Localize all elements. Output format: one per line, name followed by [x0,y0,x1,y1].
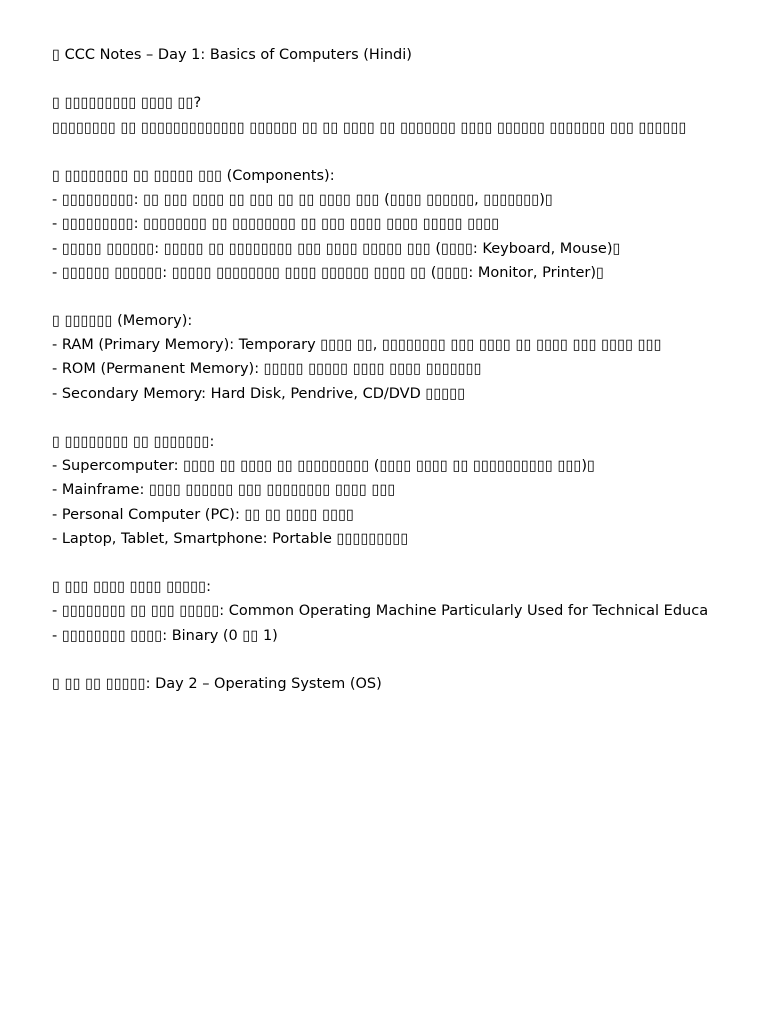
list-item: - Laptop, Tablet, Smartphone: Portable ▯▯▯▯▯▯▯▯▯ [52,530,409,547]
definition-line: ▯▯▯▯▯▯▯▯ ▯▯ ▯▯▯▯▯▯▯▯▯▯▯▯▯ ▯▯▯▯▯▯ ▯▯ ▯▯ ▯▯▯▯ ▯▯ ▯▯▯▯▯▯▯ ▯▯▯▯ ▯▯▯▯▯▯ ▯▯▯▯▯▯▯ ▯▯▯ ▯▯▯▯▯▯ [52,119,687,136]
document-title: ▯ CCC Notes – Day 1: Basics of Computers (Hindi) [52,47,412,63]
spacer [52,67,768,91]
list-item: - ROM (Permanent Memory): ▯▯▯▯▯ ▯▯▯▯▯ ▯▯▯▯ ▯▯▯▯ ▯▯▯▯▯▯▯ [52,361,482,378]
list-item: - Supercomputer: ▯▯▯▯ ▯▯ ▯▯▯▯ ▯▯ ▯▯▯▯▯▯▯▯▯ (▯▯▯▯ ▯▯▯▯ ▯▯ ▯▯▯▯▯▯▯▯▯▯ ▯▯▯)▯ [52,458,596,475]
list-item: - Personal Computer (PC): ▯▯ ▯▯ ▯▯▯▯ ▯▯▯▯ [52,506,355,523]
spacer [52,285,768,309]
section-heading-important-facts: ▯ ▯▯▯ ▯▯▯▯ ▯▯▯▯ ▯▯▯▯▯: [52,579,211,596]
list-item: - ▯▯▯▯▯▯ ▯▯▯▯▯▯: ▯▯▯▯▯ ▯▯▯▯▯▯▯▯ ▯▯▯▯ ▯▯▯▯▯▯ ▯▯▯▯ ▯▯ (▯▯▯▯: Monitor, Printer)▯ [52,264,605,281]
spacer [52,406,768,430]
next-topic-line: ▯ ▯▯ ▯▯ ▯▯▯▯▯: Day 2 – Operating System (OS) [52,675,382,692]
document-page [52,43,768,696]
section-heading-computer-types: ▯ ▯▯▯▯▯▯▯▯ ▯▯ ▯▯▯▯▯▯▯: [52,434,215,450]
list-item: - ▯▯▯▯▯▯▯▯▯: ▯▯ ▯▯▯ ▯▯▯▯ ▯▯ ▯▯▯ ▯▯ ▯▯ ▯▯▯▯ ▯▯▯ (▯▯▯▯ ▯▯▯▯▯▯, ▯▯▯▯▯▯▯)▯ [52,192,553,209]
list-item: - Mainframe: ▯▯▯▯ ▯▯▯▯▯▯ ▯▯▯ ▯▯▯▯▯▯▯▯ ▯▯▯▯ ▯▯▯ [52,482,396,499]
section-heading-what-is-computer: ▯ ▯▯▯▯▯▯▯▯▯ ▯▯▯▯ ▯▯? [52,95,202,112]
section-heading-components: ▯ ▯▯▯▯▯▯▯▯ ▯▯ ▯▯▯▯▯ ▯▯▯ (Components): [52,167,335,184]
section-heading-memory: ▯ ▯▯▯▯▯▯ (Memory): [52,313,193,330]
list-item: - ▯▯▯▯▯ ▯▯▯▯▯▯: ▯▯▯▯▯ ▯▯ ▯▯▯▯▯▯▯▯ ▯▯▯ ▯▯▯▯ ▯▯▯▯▯ ▯▯▯ (▯▯▯▯: Keyboard, Mouse)▯ [52,240,621,257]
list-item: - ▯▯▯▯▯▯▯▯ ▯▯▯▯: Binary (0 ▯▯ 1) [52,627,278,644]
spacer [52,648,768,672]
list-item: - ▯▯▯▯▯▯▯▯▯: ▯▯▯▯▯▯▯▯ ▯▯ ▯▯▯▯▯▯▯▯ ▯▯ ▯▯▯ ▯▯▯▯ ▯▯▯▯ ▯▯▯▯▯ ▯▯▯▯ [52,216,500,233]
spacer [52,551,768,575]
list-item: - Secondary Memory: Hard Disk, Pendrive, CD/DVD ▯▯▯▯▯ [52,385,466,402]
list-item: - RAM (Primary Memory): Temporary ▯▯▯▯ ▯▯, ▯▯▯▯▯▯▯▯ ▯▯▯ ▯▯▯▯ ▯▯ ▯▯▯▯ ▯▯▯ ▯▯▯▯ ▯▯▯ [52,337,662,354]
list-item: - ▯▯▯▯▯▯▯▯ ▯▯ ▯▯▯ ▯▯▯▯▯: Common Operating Machine Particularly Used for Technical Educa [52,603,709,620]
spacer [52,140,768,164]
